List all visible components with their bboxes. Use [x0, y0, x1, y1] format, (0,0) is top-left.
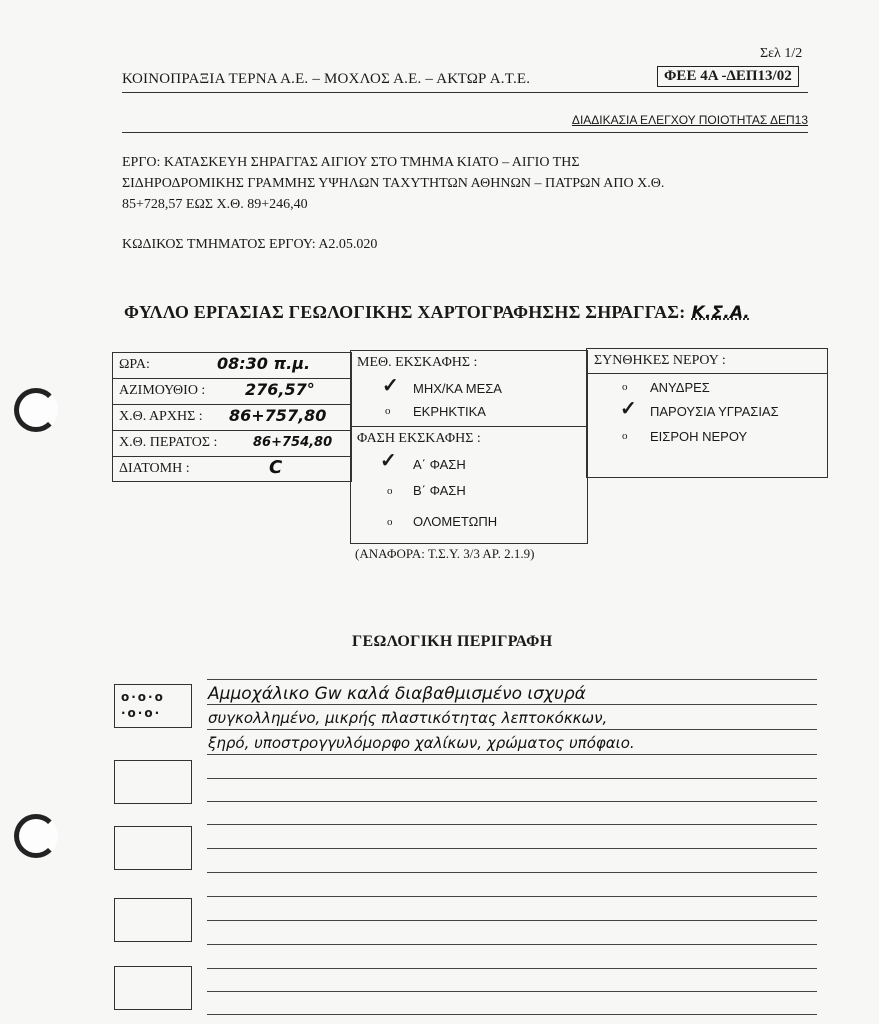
lithology-symbol-box: [114, 684, 192, 728]
phase-b-option: Β΄ ΦΑΣΗ: [413, 483, 466, 498]
gravel-symbol-row-1: o·o·o: [121, 690, 165, 704]
project-description: [122, 152, 802, 215]
procedure-divider: [122, 132, 808, 133]
cross-section-row: [113, 457, 351, 482]
azimuth-row: [113, 379, 351, 405]
project-line-2: ΣΙΔΗΡΟΔΡΟΜΙΚΗΣ ΓΡΑΜΜΗΣ ΥΨΗΛΩΝ ΤΑΧΥΤΗΤΩΝ ΑΘΗΝΩΝ – ΠΑΤΡΩΝ ΑΠΟ Χ.Θ.: [122, 176, 665, 191]
method-blast-option: ΕΚΡΗΚΤΙΚΑ: [413, 404, 486, 419]
cross-section-value: C: [269, 457, 283, 478]
end-chainage-label: Χ.Θ. ΠΕΡΑΤΟΣ :: [119, 435, 218, 450]
ruled-line: [207, 754, 817, 755]
gravel-symbol-row-2: ·o·o·: [121, 706, 162, 720]
cross-section-label: ΔΙΑΤΟΜΗ :: [119, 461, 190, 476]
ruled-line: [207, 704, 817, 705]
water-inflow-radio: o: [622, 430, 628, 442]
ruled-line: [207, 824, 817, 825]
geology-description-line-1: Αμμοχάλικο Gw καλά διαβαθμισμένο ισχυρά: [208, 684, 586, 704]
lithology-box-5: [114, 966, 192, 1010]
ruled-line: [207, 896, 817, 897]
phase-full-option: ΟΛΟΜΕΤΩΠΗ: [413, 514, 498, 529]
water-header-divider: [586, 373, 828, 374]
section-code: ΚΩΔΙΚΟΣ ΤΜΗΜΑΤΟΣ ΕΡΓΟΥ: Α2.05.020: [122, 237, 378, 252]
punch-hole-top: [14, 388, 58, 432]
lithology-box-4: [114, 898, 192, 942]
time-value: 08:30 π.μ.: [217, 354, 311, 373]
method-mech-option: ΜΗΧ/ΚΑ ΜΕΣΑ: [413, 381, 502, 396]
project-line-1: ΕΡΓΟ: ΚΑΤΑΣΚΕΥΗ ΣΗΡΑΓΓΑΣ ΑΙΓΙΟΥ ΣΤΟ ΤΜΗΜΑ ΚΙΑΤΟ – ΑΙΓΙΟ ΤΗΣ: [122, 155, 580, 170]
tunnel-name: Κ.Σ.Α.: [691, 303, 750, 323]
excavation-phase-header: ΦΑΣΗ ΕΚΣΚΑΦΗΣ :: [357, 431, 481, 446]
time-row: [113, 353, 351, 379]
lithology-box-3: [114, 826, 192, 870]
lithology-box-2: [114, 760, 192, 804]
water-conditions-header: ΣΥΝΘΗΚΕΣ ΝΕΡΟΥ :: [594, 353, 726, 368]
geology-description-line-2: συγκολλημένο, μικρής πλαστικότητας λεπτοκόκκων,: [208, 709, 608, 727]
end-chainage-row: [113, 431, 351, 457]
start-chainage-value: 86+757,80: [229, 406, 327, 425]
punch-hole-bottom: [14, 814, 58, 858]
water-dry-radio: o: [622, 381, 628, 393]
excavation-method-header: ΜΕΘ. ΕΚΣΚΑΦΗΣ :: [357, 355, 478, 370]
page-reference: Σελ 1/2: [760, 46, 803, 61]
ruled-line: [207, 968, 817, 969]
method-mech-check: ✓: [382, 375, 399, 397]
sheet-title: [124, 302, 750, 323]
water-dry-option: ΑΝΥΔΡΕΣ: [650, 380, 710, 395]
ruled-line: [207, 920, 817, 921]
start-chainage-row: [113, 405, 351, 431]
azimuth-value: 276,57°: [245, 380, 315, 399]
water-moisture-option: ΠΑΡΟΥΣΙΑ ΥΓΡΑΣΙΑΣ: [650, 404, 779, 419]
ruled-line: [207, 679, 817, 680]
document-code: ΦΕΕ 4Α -ΔΕΠ13/02: [657, 66, 799, 87]
water-moisture-check: ✓: [620, 398, 637, 420]
phase-a-check: ✓: [380, 450, 397, 472]
phase-b-radio: o: [387, 485, 393, 497]
quality-procedure: ΔΙΑΔΙΚΑΣΙΑ ΕΛΕΓΧΟΥ ΠΟΙΟΤΗΤΑΣ ΔΕΠ13: [571, 113, 808, 127]
ruled-line: [207, 778, 817, 779]
time-label: ΩΡΑ:: [119, 357, 150, 372]
excavation-divider: [350, 426, 588, 427]
reference-note: (ΑΝΑΦΟΡΑ: Τ.Σ.Υ. 3/3 ΑΡ. 2.1.9): [355, 546, 535, 561]
geology-description-line-3: ξηρό, υποστρογγυλόμορφο χαλίκων, χρώματος υπόφαιο.: [208, 734, 635, 752]
azimuth-label: ΑΖΙΜΟΥΘΙΟ :: [119, 383, 206, 398]
project-line-3: 85+728,57 ΕΩΣ Χ.Θ. 89+246,40: [122, 197, 308, 212]
header-divider: [122, 92, 808, 93]
ruled-line: [207, 729, 817, 730]
survey-info-table: [112, 352, 352, 482]
phase-a-option: Α΄ ΦΑΣΗ: [413, 457, 466, 472]
ruled-line: [207, 1014, 817, 1015]
sheet-title-text: ΦΥΛΛΟ ΕΡΓΑΣΙΑΣ ΓΕΩΛΟΓΙΚΗΣ ΧΑΡΤΟΓΡΑΦΗΣΗΣ ΣΗΡΑΓΓΑΣ:: [124, 302, 686, 322]
phase-full-radio: o: [387, 516, 393, 528]
start-chainage-label: Χ.Θ. ΑΡΧΗΣ :: [119, 409, 203, 424]
ruled-line: [207, 991, 817, 992]
gravel-symbol: [115, 685, 191, 721]
ruled-line: [207, 872, 817, 873]
consortium-name: ΚΟΙΝΟΠΡΑΞΙΑ ΤΕΡΝΑ Α.Ε. – ΜΟΧΛΟΣ Α.Ε. – ΑΚΤΩΡ Α.Τ.Ε.: [122, 71, 531, 87]
end-chainage-value: 86+754,80: [253, 435, 333, 450]
method-blast-radio: o: [385, 405, 391, 417]
ruled-line: [207, 944, 817, 945]
ruled-line: [207, 848, 817, 849]
ruled-line: [207, 801, 817, 802]
water-inflow-option: ΕΙΣΡΟΗ ΝΕΡΟΥ: [650, 429, 748, 444]
geology-title: ΓΕΩΛΟΓΙΚΗ ΠΕΡΙΓΡΑΦΗ: [352, 633, 553, 650]
